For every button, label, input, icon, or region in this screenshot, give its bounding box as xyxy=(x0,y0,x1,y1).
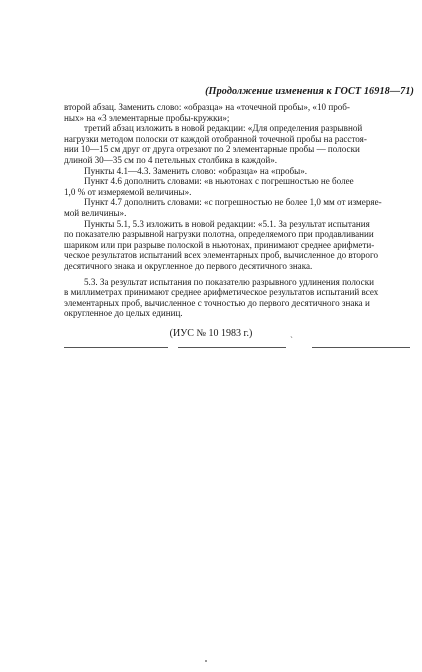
document-body xyxy=(64,102,410,319)
text-line: 1,0 % от измеряемой величины». xyxy=(64,186,192,197)
stray-mark: ` xyxy=(290,335,293,345)
page-speck xyxy=(205,660,207,662)
text-line: округленное до целых единиц. xyxy=(64,308,183,319)
text-line: второй абзац. Заменить слово: «образца» на «точечной пробы», «10 проб- xyxy=(64,102,350,112)
text-line: элементарных проб, вычисленное с точностью до первого десятичного знака и xyxy=(64,297,370,308)
text-line: десятичного знака и округленное до первого десятичного знака. xyxy=(64,260,313,271)
text-line: по показателю разрывной нагрузки полотна, определяемого при продавливании xyxy=(64,229,374,240)
text-line: ных» на «3 элементарные пробы-кружки»; xyxy=(64,112,230,123)
continuation-header: (Продолжение изменения к ГОСТ 16918—71) xyxy=(205,86,414,97)
text-line: 5.3. За результат испытания по показателю разрывного удлинения полоски xyxy=(84,276,374,287)
text-line: Пункт 4.6 дополнить словами: «в ньютонах с погрешностью не более xyxy=(84,176,354,187)
separator-rule xyxy=(312,347,410,348)
text-line: ческое результатов испытаний всех элементарных проб, вычисленное до второго xyxy=(64,250,379,261)
text-line: Пункты 5.1, 5.3 изложить в новой редакции: «5.1. За результат испытания xyxy=(84,218,370,229)
text-line: мой величины». xyxy=(64,207,127,218)
text-line: третий абзац изложить в новой редакции: «Для определения разрывной xyxy=(84,123,363,134)
text-line: Пункты 4.1—4.3. Заменить слово: «образца» на «пробы». xyxy=(84,165,308,176)
text-line: Пункт 4.7 дополнить словами: «с погрешностью не более 1,0 мм от измеряе- xyxy=(84,197,382,208)
text-line: шариком или при разрыве полоской в ньютонах, принимают среднее арифмети- xyxy=(64,239,375,250)
source-reference: (ИУС № 10 1983 г.) xyxy=(169,328,253,339)
text-line: в миллиметрах принимают среднее арифметическое результатов испытаний всех xyxy=(64,287,379,298)
text-line: нии 10—15 см друг от друга отрезают по 2 элементарные пробы — полоски xyxy=(64,144,360,155)
separator-rule xyxy=(64,347,168,348)
separator-rule xyxy=(178,347,286,348)
text-line: нагрузки методом полоски от каждой отобранной точечной пробы на расстоя- xyxy=(64,133,367,144)
text-line: длиной 30—35 см по 4 петельных столбика в каждой». xyxy=(64,154,278,165)
